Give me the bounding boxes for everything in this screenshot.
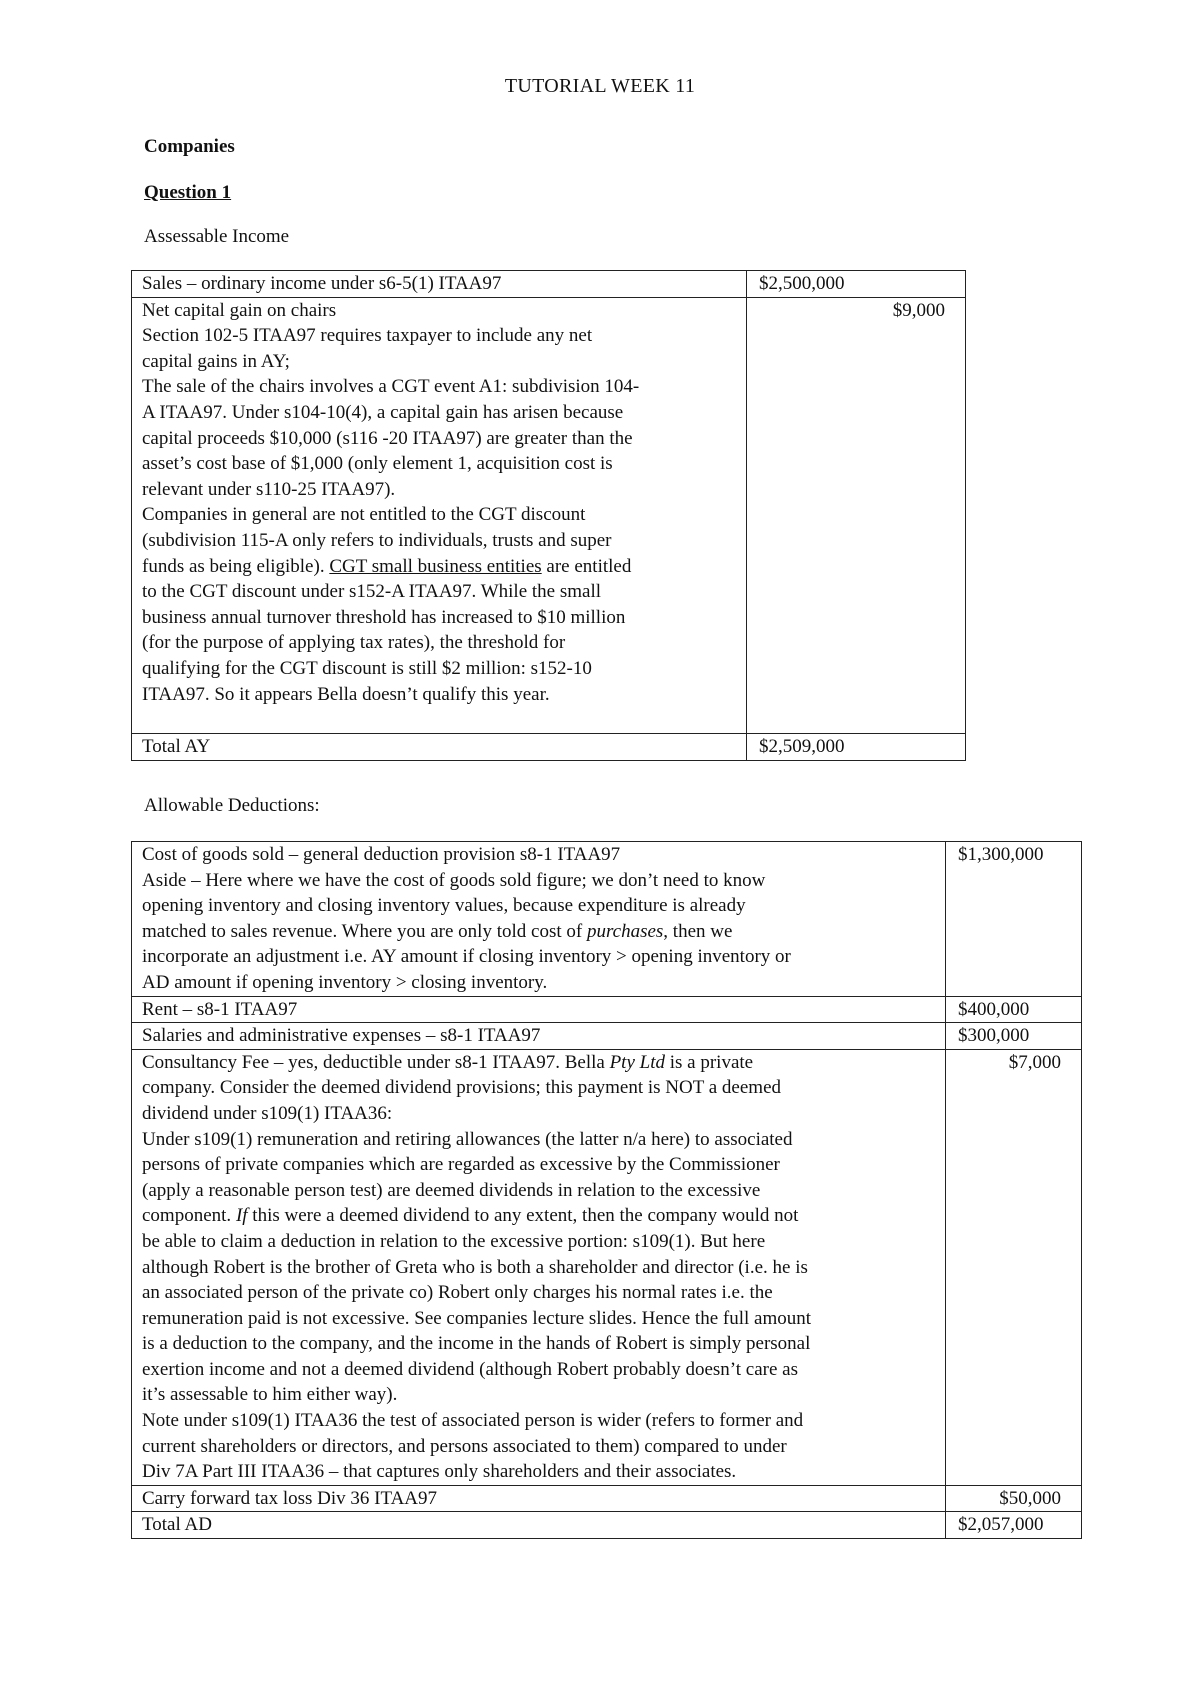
- amount-cell: $300,000: [946, 1023, 1082, 1050]
- item-cell: Cost of goods sold – general deduction provision s8-1 ITAA97 Aside – Here where we have the cost of goods sold figure; we don’t need to know opening inventory and closing inventory values, because expenditure is already matched to sales revenue. Where you are only told cost of purchases, then we incorporate an adjustment i.e. AY amount if closing inventory > opening inventory or AD amount if opening inventory > closing inventory.: [132, 842, 946, 997]
- table-row: [132, 734, 966, 761]
- assessable-income-table: [131, 270, 966, 761]
- table-row: [132, 1049, 1082, 1485]
- italic-term: If: [235, 1205, 248, 1227]
- table-row: [132, 1023, 1082, 1050]
- table-row: [132, 271, 966, 298]
- section-heading: Companies: [144, 136, 235, 157]
- item-cell: Consultancy Fee – yes, deductible under s8-1 ITAA97. Bella Pty Ltd is a private company. Consider the deemed dividend provisions; this payment is NOT a deemed dividend under s109(1) ITAA36: Under s109(1) remuneration and retiring allowances (the latter n/a here) to associated persons of private companies which are regarded as excessive by the Commissioner (apply a reasonable person test) are deemed dividends in relation to the excessive component. If this were a deemed dividend to any extent, then the company would not be able to claim a deduction in relation to the excessive portion: s109(1). But here although Robert is the brother of Greta who is both a shareholder and director (i.e. he is an associated person of the private co) Robert only charges his normal rates i.e. the remuneration paid is not excessive. See companies lecture slides. Hence the full amount is a deduction to the company, and the income in the hands of Robert is simply personal exertion income and not a deemed dividend (although Robert probably doesn’t care as it’s assessable to him either way). Note under s109(1) ITAA36 the test of associated person is wider (refers to former and current shareholders or directors, and persons associated to them) compared to under Div 7A Part III ITAA36 – that captures only shareholders and their associates.: [132, 1049, 946, 1485]
- table-row: [132, 996, 1082, 1023]
- table-row: [132, 1512, 1082, 1539]
- total-amount-cell: $2,057,000: [946, 1512, 1082, 1539]
- amount-cell: $9,000: [747, 297, 966, 734]
- amount-cell: $50,000: [946, 1485, 1082, 1512]
- amount-cell: $400,000: [946, 996, 1082, 1023]
- total-label-cell: Total AY: [132, 734, 747, 761]
- allowable-deductions-table: [131, 841, 1082, 1539]
- item-cell: Salaries and administrative expenses – s8-1 ITAA97: [132, 1023, 946, 1050]
- item-cell: Net capital gain on chairs Section 102-5 ITAA97 requires taxpayer to include any net capital gains in AY; The sale of the chairs involves a CGT event A1: subdivision 104- A ITAA97. Under s104-10(4), a capital gain has arisen because capital proceeds $10,000 (s116 -20 ITAA97) are greater than the asset’s cost base of $1,000 (only element 1, acquisition cost is relevant under s110-25 ITAA97). Companies in general are not entitled to the CGT discount (subdivision 115-A only refers to individuals, trusts and super funds as being eligible). CGT small business entities are entitled to the CGT discount under s152-A ITAA97. While the small business annual turnover threshold has increased to $10 million (for the purpose of applying tax rates), the threshold for qualifying for the CGT discount is still $2 million: s152-10 ITAA97. So it appears Bella doesn’t qualify this year.: [132, 297, 747, 734]
- total-label-cell: Total AD: [132, 1512, 946, 1539]
- item-cell: Carry forward tax loss Div 36 ITAA97: [132, 1485, 946, 1512]
- italic-term: purchases: [586, 920, 664, 942]
- allowable-deductions-label: Allowable Deductions:: [144, 795, 320, 816]
- total-amount-cell: $2,509,000: [747, 734, 966, 761]
- amount-cell: $2,500,000: [747, 271, 966, 298]
- amount-cell: $1,300,000: [946, 842, 1082, 997]
- table-row: [132, 1485, 1082, 1512]
- question-heading: Question 1: [144, 182, 232, 203]
- table-row: [132, 297, 966, 734]
- table-row: [132, 842, 1082, 997]
- item-cell: Sales – ordinary income under s6-5(1) ITAA97: [132, 271, 747, 298]
- page-title: TUTORIAL WEEK 11: [504, 75, 696, 97]
- italic-term: Pty Ltd: [609, 1051, 665, 1073]
- assessable-income-label: Assessable Income: [144, 226, 290, 247]
- amount-cell: $7,000: [946, 1049, 1082, 1485]
- underlined-term: CGT small business entities: [329, 555, 542, 577]
- item-cell: Rent – s8-1 ITAA97: [132, 996, 946, 1023]
